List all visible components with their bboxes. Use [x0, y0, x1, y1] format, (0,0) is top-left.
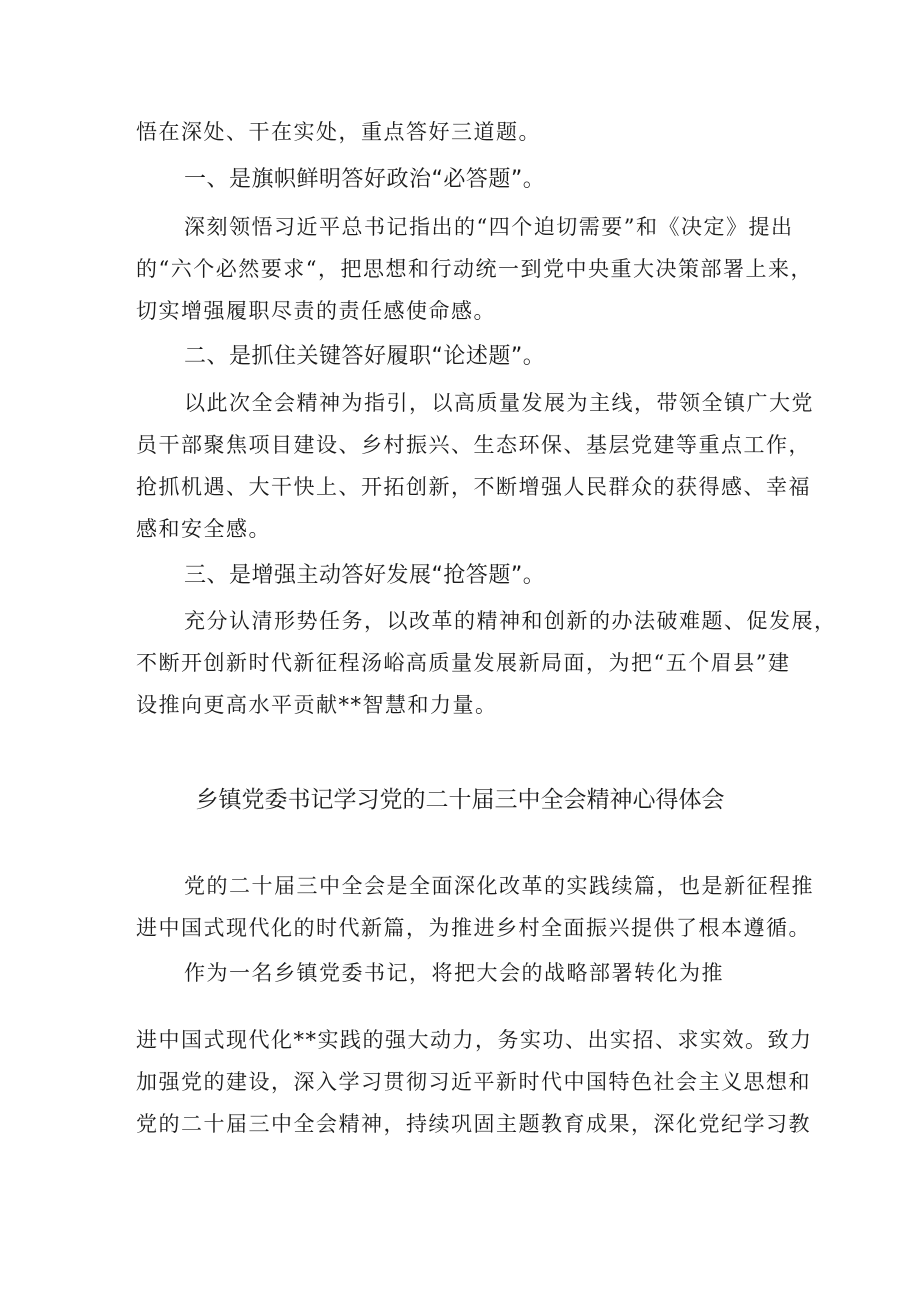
item3-line-2: 不断开创新时代新征程汤峪高质量发展新局面，为把“五个眉县”建	[136, 651, 791, 675]
item2-line-2: 员干部聚焦项目建设、乡村振兴、生态环保、基层党建等重点工作，	[136, 433, 811, 457]
intro-line: 悟在深处、干在实处，重点答好三道题。	[136, 120, 541, 144]
item3-line-1: 充分认清形势任务，以改革的精神和创新的办法破难题、促发展，	[184, 609, 837, 633]
item2-line-3: 抢抓机遇、大干快上、开拓创新，不断增强人民群众的获得感、幸福	[136, 475, 811, 499]
item3-line-3: 设推向更高水平贡献**智慧和力量。	[136, 693, 498, 717]
item3-heading: 三、是增强主动答好发展“抢答题”。	[184, 563, 546, 588]
para1-line-1: 党的二十届三中全会是全面深化改革的实践续篇，也是新征程推	[184, 874, 814, 898]
item1-heading: 一、是旗帜鲜明答好政治“必答题”。	[184, 167, 546, 192]
item1-line-1: 深刻领悟习近平总书记指出的“四个迫切需要”和《决定》提出	[184, 215, 794, 239]
item1-line-2: 的“六个必然要求“，把思想和行动统一到党中央重大决策部署上来，	[136, 257, 813, 281]
para3-line-2: 加强党的建设，深入学习贯彻习近平新时代中国特色社会主义思想和	[136, 1070, 811, 1094]
item2-heading: 二、是抓住关键答好履职“论述题”。	[184, 344, 546, 369]
item2-line-1: 以此次全会精神为指引，以高质量发展为主线，带领全镇广大党	[184, 391, 814, 415]
para1-line-2: 进中国式现代化的时代新篇，为推进乡村全面振兴提供了根本遵循。	[136, 916, 811, 940]
para3-line-1: 进中国式现代化**实践的强大动力，务实功、出实招、求实效。致力	[136, 1028, 813, 1052]
para2-line-1: 作为一名乡镇党委书记，将把大会的战略部署转化为推	[184, 961, 724, 985]
item1-line-3: 切实增强履职尽责的责任感使命感。	[136, 299, 496, 323]
para3-line-3: 党的二十届三中全会精神，持续巩固主题教育成果，深化党纪学习教	[136, 1112, 811, 1136]
article-title: 乡镇党委书记学习党的二十届三中全会精神心得体会	[195, 787, 725, 813]
item2-line-4: 感和安全感。	[136, 517, 271, 541]
